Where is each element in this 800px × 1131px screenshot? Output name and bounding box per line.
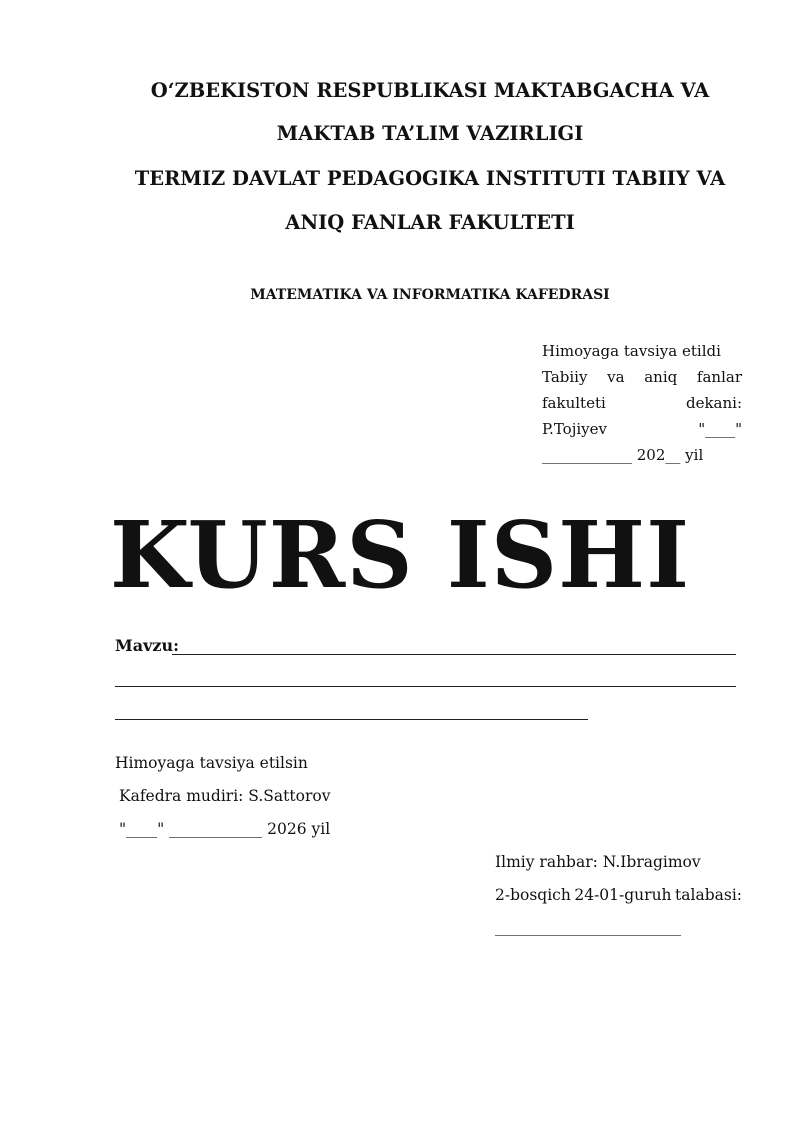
approval-word: fakulteti — [542, 394, 606, 412]
supervisor-line: Ilmiy rahbar: N.Ibragimov — [495, 853, 701, 871]
document-title: KURS ISHI — [109, 501, 691, 609]
student-word: 24-01-guruh — [574, 886, 672, 904]
approval-word: Tabiiy — [542, 368, 588, 386]
recommendation-date: "____" ____________ 2026 yil — [119, 820, 331, 838]
approval-word: dekani: — [685, 394, 742, 412]
header-line-4: ANIQ FANLAR FAKULTETI — [285, 211, 575, 234]
department-head: Kafedra mudiri: S.Sattorov — [119, 787, 331, 805]
header-line-2: MAKTAB TA’LIM VAZIRLIGI — [276, 122, 584, 145]
topic-fill-line-2 — [115, 686, 736, 687]
student-word: talabasi: — [675, 886, 742, 904]
dean-name: P.Tojiyev — [542, 420, 607, 438]
approval-word: va — [607, 368, 625, 386]
department-name: MATEMATIKA VA INFORMATIKA KAFEDRASI — [250, 287, 610, 303]
student-name-blank: ________________________ — [495, 918, 681, 936]
topic-label: Mavzu: — [115, 636, 179, 655]
approval-line-3 — [542, 390, 742, 416]
student-line — [495, 886, 742, 904]
topic-fill-line-3 — [115, 719, 588, 720]
approval-word: aniq — [644, 368, 678, 386]
header-line-1: O‘ZBEKISTON RESPUBLIKASI MAKTABGACHA VA — [150, 79, 710, 102]
approval-line-1: Himoyaga tavsiya etildi — [542, 342, 721, 360]
approval-line-4 — [542, 416, 742, 442]
approval-line-5: ____________ 202__ yil — [542, 446, 704, 464]
approval-line-2 — [542, 364, 742, 390]
topic-fill-line-1 — [172, 654, 736, 655]
approval-date-blank: "____" — [698, 420, 742, 438]
approval-word: fanlar — [696, 368, 742, 386]
recommendation-line-1: Himoyaga tavsiya etilsin — [115, 754, 308, 772]
header-line-3: TERMIZ DAVLAT PEDAGOGIKA INSTITUTI TABIIY VA — [134, 167, 726, 190]
student-word: 2-bosqich — [495, 886, 571, 904]
